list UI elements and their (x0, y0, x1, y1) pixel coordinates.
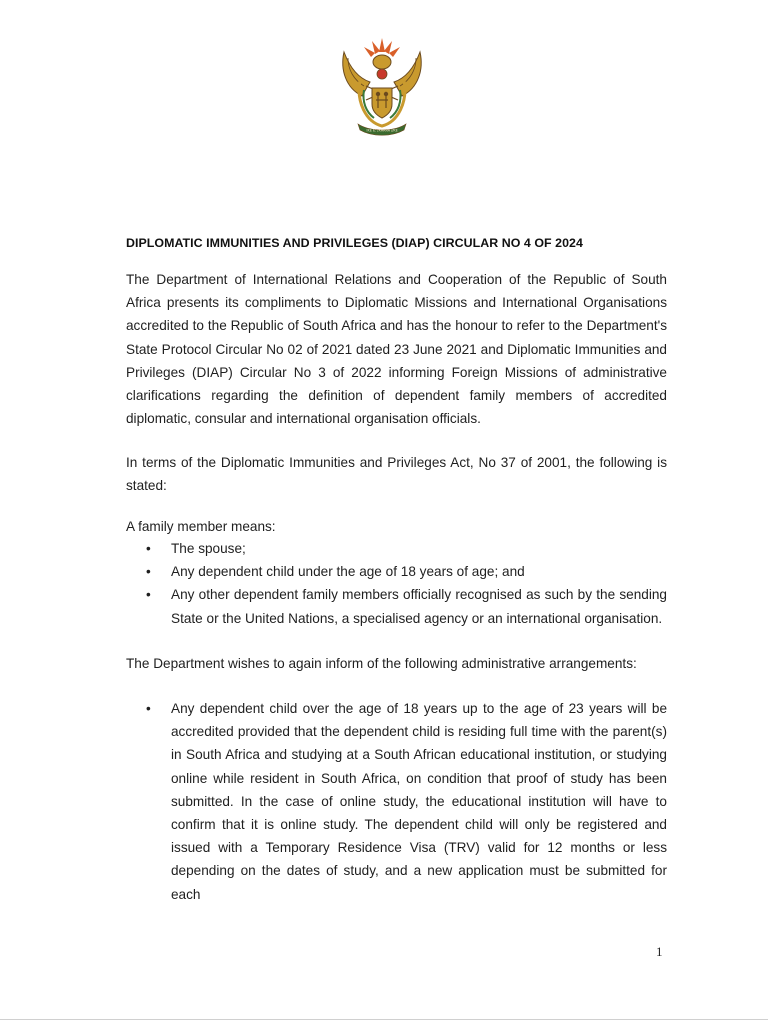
page-bottom-edge (0, 1019, 768, 1020)
list-item (126, 560, 667, 583)
act-statement-paragraph: In terms of the Diplomatic Immunities and Privileges Act, No 37 of 2001, the following is stated: (126, 455, 667, 494)
list-item-text: Any dependent child under the age of 18 years of age; and (171, 564, 525, 580)
bullet-icon: • (146, 701, 151, 716)
bullet-icon: • (146, 587, 151, 603)
list-item-text: The spouse; (171, 541, 246, 556)
emblem-motto: !KE E: /XARRA //KE (366, 128, 398, 133)
page-number: 1 (656, 944, 663, 959)
arrangements-list (126, 697, 667, 906)
family-member-list (126, 537, 667, 630)
bullet-icon: • (146, 564, 151, 580)
list-item (126, 537, 667, 560)
family-member-heading: A family member means: (126, 519, 276, 534)
arrangements-intro-paragraph: The Department wishes to again inform of the following administrative arrangements: (126, 656, 637, 671)
bullet-icon: • (146, 541, 151, 556)
list-item-text: Any dependent child over the age of 18 years up to the age of 23 years will be accredited provided that the dependent child is residing full time with the parent(s) in South Africa and studying at a South African educational institution, or studying online while resident in South Africa, on condition that proof of study has been submitted. In the case of online study, the educational institution will have to confirm that it is online study. The dependent child will only be registered and issued with a Temporary Residence Visa (TRV) valid for 12 months or less depending on the dates of study, and a new application must be submitted for each (171, 701, 667, 902)
intro-paragraph: The Department of International Relations and Cooperation of the Republic of South Africa presents its compliments to Diplomatic Missions and International Organisations accredited to the Republic of South Africa and has the honour to refer to the Department's State Protocol Circular No 02 of 2021 dated 23 June 2021 and Diplomatic Immunities and Privileges (DIAP) Circular No 3 of 2022 informing Foreign Missions of administrative clarifications regarding the definition of dependent family members of accredited diplomatic, consular and international organisation officials. (126, 272, 667, 427)
circular-title: DIPLOMATIC IMMUNITIES AND PRIVILEGES (DIAP) CIRCULAR NO 4 OF 2024 (126, 236, 583, 250)
list-item (126, 697, 667, 906)
coat-of-arms-logo (336, 30, 428, 138)
list-item-text: Any other dependent family members officially recognised as such by the sending State or the United Nations, a specialised agency or an international organisation. (171, 587, 667, 626)
list-item (126, 583, 667, 629)
sun-rays (364, 38, 400, 57)
